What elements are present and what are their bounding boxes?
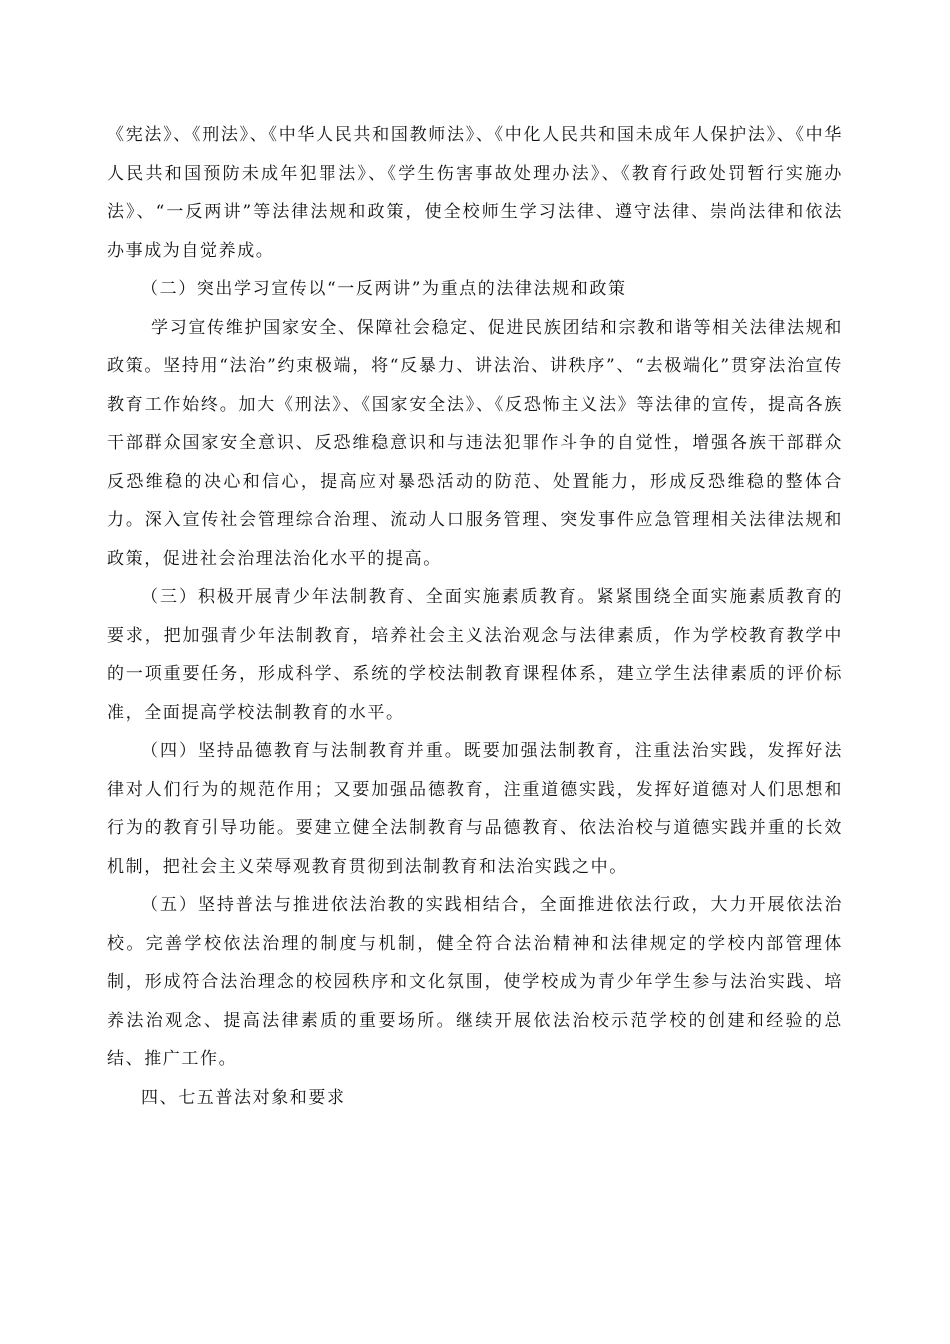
paragraph-security-study: 学习宣传维护国家安全、保障社会稳定、促进民族团结和宗教和谐等相关法律法规和政策。坚持用“法治”约束极端，将“反暴力、讲法治、讲秩序”、“去极端化”贯穿法治宣传教育工作始终。加大《刑法》、《国家安全法》、《反恐怖主义法》等法律的宣传，提高各族干部群众国家安全意识、反恐维稳意识和与违法犯罪作斗争的自觉性，增强各族干部群众反恐维稳的决心和信心，提高应对暴恐活动的防范、处置能力，形成反恐维稳的整体合力。深入宣传社会管理综合治理、流动人口服务管理、突发事件应急管理相关法律法规和政策，促进社会治理法治化水平的提高。 <box>107 317 843 569</box>
section-heading-four: 四、七五普法对象和要求 <box>141 1087 346 1108</box>
paragraph-section-five: （五）坚持普法与推进依法治教的实践相结合，全面推进依法行政，大力开展依法治校。完善学校依法治理的制度与机制，健全符合法治精神和法律规定的学校内部管理体制，形成符合法治理念的校园秩序和文化氛围，使学校成为青少年学生参与法治实践、培养法治观念、提高法律素质的重要场所。继续开展依法治校示范学校的创建和经验的总结、推广工作。 <box>107 895 843 1069</box>
paragraph-section-three: （三）积极开展青少年法制教育、全面实施素质教育。紧紧围绕全面实施素质教育的要求，把加强青少年法制教育，培养社会主义法治观念与法律素质，作为学校教育教学中的一项重要任务，形成科学、系统的学校法制教育课程体系，建立学生法律素质的评价标准，全面提高学校法制教育的水平。 <box>107 587 843 723</box>
paragraph-law-list: 《宪法》、《刑法》、《中华人民共和国教师法》、《中化人民共和国未成年人保护法》、《中华人民共和国预防未成年犯罪法》、《学生伤害事故处理办法》、《教育行政处罚暂行实施办法》、“一反两讲”等法律法规和政策，使全校师生学习法律、遵守法律、崇尚法律和依法办事成为自觉养成。 <box>107 125 843 261</box>
paragraph-section-four: （四）坚持品德教育与法制教育并重。既要加强法制教育，注重法治实践，发挥好法律对人们行为的规范作用；又要加强品德教育，注重道德实践，发挥好道德对人们思想和行为的教育引导功能。要建立健全法制教育与品德教育、依法治校与道德实践并重的长效机制，把社会主义荣辱观教育贯彻到法制教育和法治实践之中。 <box>107 741 843 877</box>
section-heading-two: （二）突出学习宣传以“一反两讲”为重点的法律法规和政策 <box>141 279 627 299</box>
document-body <box>107 116 843 1117</box>
